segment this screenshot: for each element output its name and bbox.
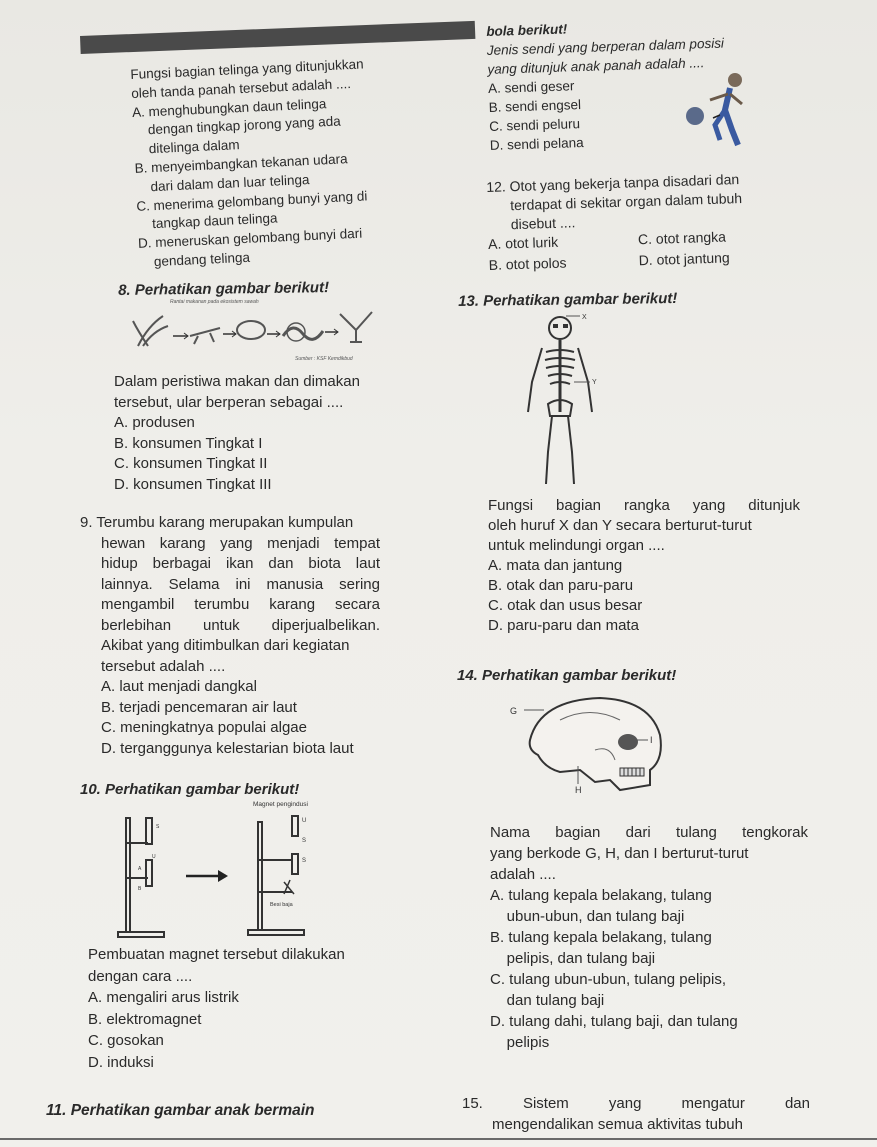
text-line: Jenis sendi yang berperan dalam posisi [486,35,725,58]
text-line: C. menerima gelombang bunyi yang di [136,187,368,214]
text-line: tersebut, ular berperan sebagai .... [114,393,344,411]
label-besi-baja: Besi baja [270,902,293,908]
option-d: D. tulang dahi, tulang baji, dan tulang [490,1013,738,1030]
text-line: oleh tanda panah tersebut adalah .... [130,75,352,101]
option-d: D. konsumen Tingkat III [114,475,272,493]
text-line: B. sendi engsel [488,97,582,115]
text-line: disebut .... [487,214,576,233]
question-8-body [114,372,454,495]
option-c: C. otak dan usus besar [488,597,643,614]
option-d-cont: pelipis [490,1034,550,1051]
text-line: hewan karang yang menjadi tempat [101,534,380,552]
snake-icon [283,323,323,341]
label-a: A [138,866,142,872]
label-magnet: Magnet pengindusi [253,801,308,808]
option-c: C. otot rangka [637,228,727,248]
text-line: hidup berbagai ikan dan biota laut [101,555,380,572]
text-line: oleh huruf X dan Y secara berturut-turut [488,517,752,534]
text-line: Akibat yang ditimbulkan dari kegiatan [101,637,350,654]
question-title: 14. Perhatikan gambar berikut! [457,667,677,684]
text-line: yang berkode G, H, dan I berturut-turut [490,845,749,862]
text-line: 12. Otot yang bekerja tanpa disadari dan [486,171,740,195]
label-u: S [302,858,307,864]
option-b: B. tulang kepala belakang, tulang [490,929,712,946]
label-h: H [575,785,582,795]
skeleton-figure [520,312,610,492]
svg-text:S: S [156,824,160,830]
option-d: D. otot jantung [638,249,730,269]
option-a: A. produsen [114,414,195,431]
question-13-body [488,496,800,636]
text-line: D. sendi pelana [489,134,584,153]
question-9 [80,513,380,759]
question-title: 10. Perhatikan gambar berikut! [80,781,300,798]
option-d: D. terganggunya kelestarian biota laut [101,739,354,757]
option-c-cont: dan tulang baji [490,992,605,1009]
option-b: B. elektromagnet [88,1010,202,1028]
question-14 [457,666,797,686]
text-line: Fungsi bagian rangka yang ditunjuk [488,497,800,514]
text-line: Pembuatan magnet tersebut dilakukan [88,946,345,963]
question-14-body [490,822,808,1053]
text-line: ditelinga dalam [133,137,240,158]
question-10-body [88,944,408,1073]
label-g: G [510,706,518,716]
text-line: mengambil terumbu karang secara [101,596,380,613]
label-x: X [582,314,587,321]
rice-plant-icon [133,316,168,346]
text-line: D. meneruskan gelombang bunyi dari [137,225,363,251]
q7-continuation [130,52,439,272]
food-chain-figure [128,306,388,352]
text-line: dengan cara .... [88,967,193,985]
question-15 [462,1093,810,1135]
text-line: C. sendi peluru [489,116,581,134]
skull-figure [500,690,680,810]
figure-caption: Rantai makanan pada ekosistem sawah [170,299,259,305]
text-line: berlebihan untuk diperjualbelikan. [101,616,380,634]
text-line: dari dalam dan luar telinga [135,171,310,195]
question-title: 8. Perhatikan gambar berikut! [118,279,330,299]
text-line: adalah .... [490,866,556,883]
text-line: terdapat di sekitar organ dalam tubuh [486,189,743,214]
question-10 [80,780,420,800]
option-c: C. tulang ubun-ubun, tulang pelipis, [490,971,727,988]
text-line: mengendalikan semua aktivitas tubuh [492,1116,743,1133]
option-b: B. terjadi pencemaran air laut [101,698,297,716]
frog-icon [237,321,265,339]
question-12 [486,168,809,277]
text-line: Dalam peristiwa makan dan dimakan [114,373,360,390]
text-line: B. menyeimbangkan tekanan udara [134,151,348,176]
text-line: A. sendi geser [487,78,575,96]
option-a: A. tulang kepala belakang, tulang [490,887,712,904]
option-a: A. otot lurik [487,233,559,252]
text-line: gendang telinga [138,249,251,270]
option-b-cont: pelipis, dan tulang baji [490,950,656,967]
question-title: 11. Perhatikan gambar anak bermain [46,1102,315,1119]
text-line: yang ditunjuk anak panah adalah .... [487,55,705,77]
text-line: Fungsi bagian telinga yang ditunjukkan [130,56,364,82]
option-b: B. otot polos [488,254,567,273]
option-a: A. laut menjadi dangkal [101,678,257,695]
option-c: C. gosokan [88,1032,164,1049]
label-y: Y [592,379,597,386]
option-c: C. konsumen Tingkat II [114,455,268,472]
grasshopper-icon [190,328,220,344]
option-a: A. mata dan jantung [488,557,623,574]
option-a: A. mengaliri arus listrik [88,989,239,1006]
magnet-induction-figure [108,798,348,940]
text-line: untuk melindungi organ .... [488,537,665,554]
label-b: B [138,886,142,892]
label-u: U [302,818,307,824]
question-title: 13. Perhatikan gambar berikut! [458,289,678,310]
text-line: dengan tingkap jorong yang ada [132,113,341,139]
text-line: tersebut adalah .... [101,657,226,675]
figure-source: Sumber : KSF Kemdikbud [295,356,353,362]
text-line: lainnya. Selama ini manusia sering [101,575,380,593]
option-c: C. meningkatnya populai algae [101,719,307,736]
label-u: U [152,854,156,860]
question-11 [46,1101,446,1121]
option-b: B. otak dan paru-paru [488,577,634,594]
text-line: 15. Sistem yang mengatur dan [462,1095,810,1112]
text-line: bola berikut! [486,21,568,39]
text-line: 9. Terumbu karang merupakan kumpulan [80,514,354,531]
option-a-cont: ubun-ubun, dan tulang baji [490,908,685,925]
option-d: D. paru-paru dan mata [488,617,639,634]
option-b: B. konsumen Tingkat I [114,434,263,452]
text-line: Nama bagian dari tulang tengkorak [490,824,808,841]
bottom-border [0,1138,877,1140]
text-line: tangkap daun telinga [136,210,278,233]
text-line: A. menghubungkan daun telinga [131,95,327,120]
child-playing-ball-figure [680,70,750,150]
label-s: S [302,838,307,844]
option-d: D. induksi [88,1053,154,1071]
label-i: I [650,735,653,745]
eagle-icon [340,312,372,342]
